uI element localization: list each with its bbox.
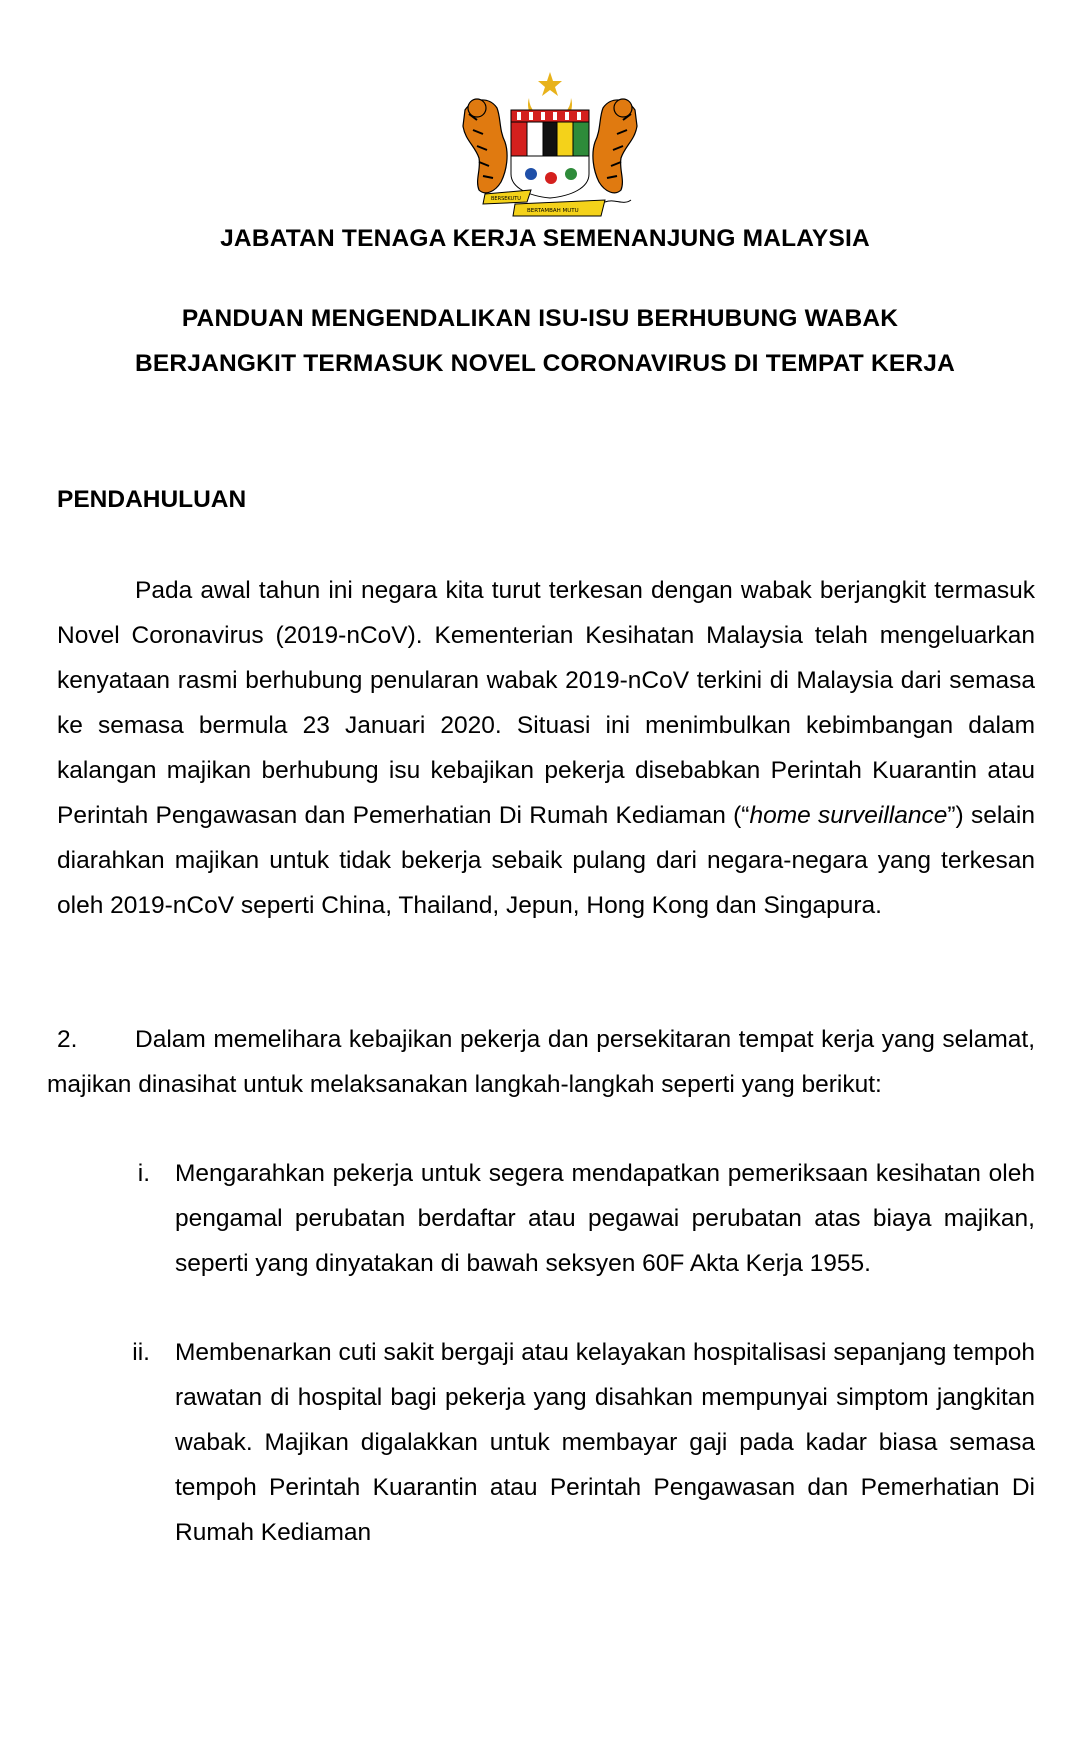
list-item-marker: ii. (132, 1339, 150, 1366)
paragraph-introduction (57, 568, 1035, 928)
paragraph-2 (47, 1017, 1035, 1107)
malaysia-coat-of-arms-icon (455, 70, 645, 220)
paragraph-2-text: Dalam memelihara kebajikan pekerja dan persekitaran tempat kerja yang selamat, majikan dinasihat untuk melaksanakan langkah-langkah seperti yang berikut: (47, 1026, 1035, 1098)
document-title-line-2: BERJANGKIT TERMASUK NOVEL CORONAVIRUS DI TEMPAT KERJA (134, 350, 956, 377)
section-heading: PENDAHULUAN (57, 486, 247, 513)
list-item-marker: i. (137, 1160, 150, 1187)
crest-left-scroll-text: BERSEKUTU (491, 196, 521, 202)
paragraph-1-italic-term: home surveillance (749, 802, 948, 829)
list-item-text: Mengarahkan pekerja untuk segera mendapatkan pemeriksaan kesihatan oleh pengamal perubatan berdaftar atau pegawai perubatan atas biaya majikan, seperti yang dinyatakan di bawah seksyen 60F Akta Kerja 1955. (175, 1160, 1035, 1277)
document-title-line-1: PANDUAN MENGENDALIKAN ISU-ISU BERHUBUNG WABAK (181, 305, 899, 332)
paragraph-1-text-b: ”) selain diarahkan majikan untuk tidak bekerja sebaik pulang dari negara-negara yang terkesan oleh 2019-nCoV seperti China, Thailand, Jepun, Hong Kong dan Singapura. (57, 802, 1035, 919)
crest-bottom-scroll-text: BERTAMBAH MUTU (527, 208, 579, 214)
paragraph-2-number: 2. (57, 1026, 78, 1053)
list-item-text: Membenarkan cuti sakit bergaji atau kelayakan hospitalisasi sepanjang tempoh rawatan di hospital bagi pekerja yang disahkan mempunyai simptom jangkitan wabak. Majikan digalakkan untuk membayar gaji pada kadar biasa semasa tempoh Perintah Kuarantin atau Perintah Pengawasan dan Pemerhatian Di Rumah Kediaman (175, 1339, 1035, 1546)
agency-heading: JABATAN TENAGA KERJA SEMENANJUNG MALAYSIA (220, 225, 870, 252)
paragraph-1-text-a: Pada awal tahun ini negara kita turut terkesan dengan wabak berjangkit termasuk Novel Coronavirus (2019-nCoV). Kementerian Kesihatan Malaysia telah mengeluarkan kenyataan rasmi berhubung penularan wabak 2019-nCoV terkini di Malaysia dari semasa ke semasa bermula 23 Januari 2020. Situasi ini menimbulkan kebimbangan dalam kalangan majikan berhubung isu kebajikan pekerja disebabkan Perintah Kuarantin atau Perintah Pengawasan dan Pemerhatian Di Rumah Kediaman (“ (57, 577, 1035, 829)
